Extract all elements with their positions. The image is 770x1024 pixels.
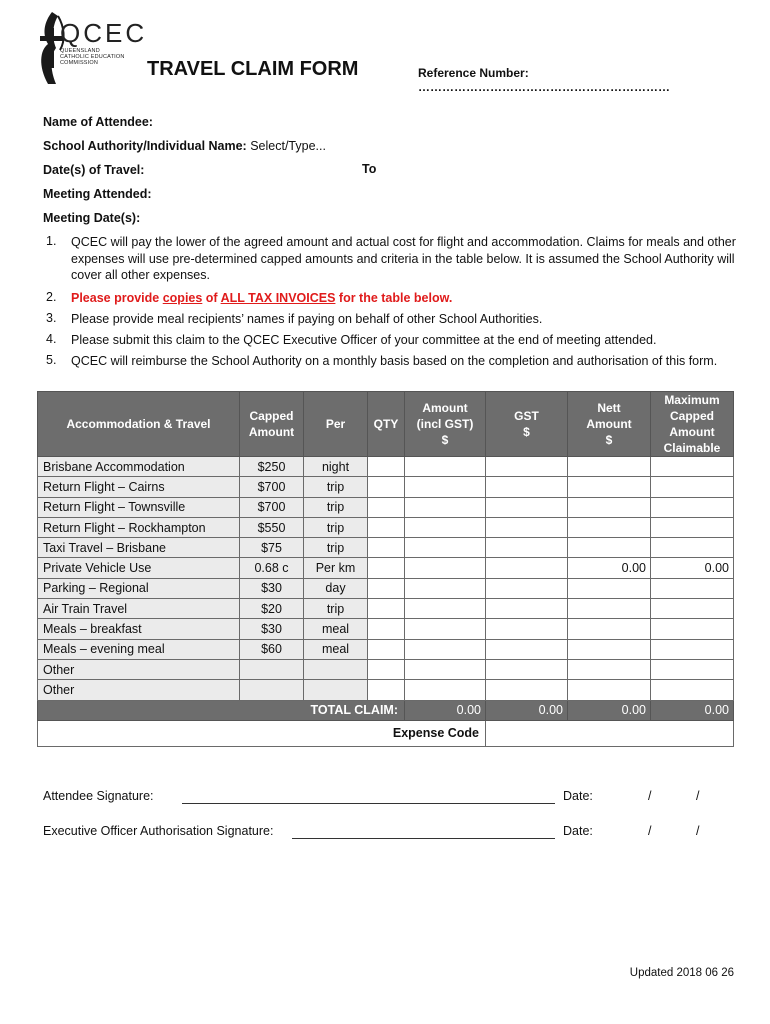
attendee-name-label[interactable]: Name of Attendee: [43,115,153,129]
total-nett: 0.00 [568,700,651,720]
row-item-label: Return Flight – Townsville [38,497,240,517]
table-row [38,659,734,679]
row-nett-amount[interactable] [568,619,651,639]
row-capped-amount: $30 [240,619,304,639]
row-qty-input[interactable] [368,599,405,619]
date-separator: / [648,824,652,838]
row-max-claimable[interactable] [651,659,734,679]
updated-date: Updated 2018 06 26 [629,967,734,979]
header-gst: GST $ [486,392,568,457]
row-max-claimable[interactable] [651,497,734,517]
row-max-claimable[interactable] [651,639,734,659]
expense-code-row [38,720,734,746]
header-max: Maximum Capped Amount Claimable [651,392,734,457]
date-separator: / [648,789,652,803]
school-authority-label: School Authority/Individual Name: [43,139,247,153]
date-separator: / [696,789,700,803]
row-item-label: Private Vehicle Use [38,558,240,578]
row-amount-input[interactable] [405,477,486,497]
table-row [38,558,734,578]
row-gst-input[interactable] [486,497,568,517]
row-qty-input[interactable] [368,538,405,558]
header-nett: Nett Amount $ [568,392,651,457]
table-row [38,578,734,598]
row-qty-input[interactable] [368,619,405,639]
row-capped-amount: $550 [240,517,304,537]
header-per: Per [304,392,368,457]
table-row [38,477,734,497]
row-per-unit: trip [304,477,368,497]
row-nett-amount[interactable] [568,538,651,558]
row-qty-input[interactable] [368,477,405,497]
header-amount: Amount (incl GST) $ [405,392,486,457]
row-nett-amount[interactable] [568,639,651,659]
row-capped-amount: $250 [240,457,304,477]
row-per-unit: meal [304,619,368,639]
logo-wordmark: QCEC [60,18,148,48]
expense-code-input[interactable] [486,720,734,746]
row-max-claimable[interactable] [651,457,734,477]
attendee-date-label: Date: [563,789,593,803]
row-per-unit: day [304,578,368,598]
form-title: TRAVEL CLAIM FORM [147,58,359,80]
row-item-label: Brisbane Accommodation [38,457,240,477]
table-header-row [38,392,734,457]
row-per-unit: trip [304,497,368,517]
row-gst-input[interactable] [486,457,568,477]
attendee-signature-line[interactable] [182,803,555,804]
row-amount-input[interactable] [405,558,486,578]
row-qty-input[interactable] [368,639,405,659]
table-row [38,517,734,537]
row-per-unit: trip [304,517,368,537]
row-max-claimable[interactable] [651,599,734,619]
row-nett-amount[interactable] [568,477,651,497]
row-item-label: Air Train Travel [38,599,240,619]
row-nett-amount[interactable]: 0.00 [568,558,651,578]
row-amount-input[interactable] [405,457,486,477]
total-gst: 0.00 [486,700,568,720]
row-gst-input[interactable] [486,558,568,578]
row-per-unit [304,680,368,700]
total-row [38,700,734,720]
row-item-label: Return Flight – Rockhampton [38,517,240,537]
school-authority-field[interactable] [43,139,326,153]
expense-code-label: Expense Code [38,720,486,746]
header-item: Accommodation & Travel [38,392,240,457]
row-amount-input[interactable] [405,578,486,598]
row-amount-input[interactable] [405,497,486,517]
row-amount-input[interactable] [405,599,486,619]
row-max-claimable[interactable] [651,680,734,700]
row-gst-input[interactable] [486,619,568,639]
table-row [38,457,734,477]
row-per-unit: night [304,457,368,477]
row-capped-amount: $700 [240,497,304,517]
row-item-label: Meals – evening meal [38,639,240,659]
row-item-label: Parking – Regional [38,578,240,598]
row-capped-amount: $75 [240,538,304,558]
header-capped: Capped Amount [240,392,304,457]
row-gst-input[interactable] [486,659,568,679]
meeting-dates-label[interactable]: Meeting Date(s): [43,211,141,225]
row-gst-input[interactable] [486,599,568,619]
table-row [38,639,734,659]
row-qty-input[interactable] [368,517,405,537]
row-capped-amount [240,659,304,679]
header-qty: QTY [368,392,405,457]
row-per-unit: trip [304,599,368,619]
row-max-claimable[interactable] [651,538,734,558]
officer-signature-label: Executive Officer Authorisation Signature: [43,824,274,838]
table-row [38,497,734,517]
row-item-label: Other [38,659,240,679]
row-amount-input[interactable] [405,639,486,659]
date-separator: / [696,824,700,838]
row-nett-amount[interactable] [568,457,651,477]
row-capped-amount: 0.68 c [240,558,304,578]
row-amount-input[interactable] [405,538,486,558]
row-qty-input[interactable] [368,457,405,477]
row-capped-amount: $700 [240,477,304,497]
officer-date-label: Date: [563,824,593,838]
row-gst-input[interactable] [486,680,568,700]
row-qty-input[interactable] [368,680,405,700]
row-amount-input[interactable] [405,517,486,537]
table-row [38,599,734,619]
claim-table [37,391,734,747]
row-amount-input[interactable] [405,619,486,639]
row-gst-input[interactable] [486,639,568,659]
row-max-claimable[interactable] [651,578,734,598]
row-nett-amount[interactable] [568,497,651,517]
officer-signature-line[interactable] [292,838,555,839]
row-qty-input[interactable] [368,558,405,578]
tax-invoice-notice: Please provide copies of ALL TAX INVOICES for the table below. [71,291,453,305]
row-nett-amount[interactable] [568,599,651,619]
row-per-unit: trip [304,538,368,558]
row-qty-input[interactable] [368,659,405,679]
table-row [38,680,734,700]
row-capped-amount [240,680,304,700]
row-per-unit: Per km [304,558,368,578]
table-row [38,619,734,639]
total-label: TOTAL CLAIM: [38,700,405,720]
row-amount-input[interactable] [405,659,486,679]
row-gst-input[interactable] [486,517,568,537]
logo-subtext: QUEENSLAND CATHOLIC EDUCATION COMMISSION [60,48,125,66]
row-max-claimable[interactable]: 0.00 [651,558,734,578]
row-capped-amount: $60 [240,639,304,659]
row-max-claimable[interactable] [651,517,734,537]
row-qty-input[interactable] [368,578,405,598]
row-item-label: Meals – breakfast [38,619,240,639]
school-authority-select[interactable]: Select/Type... [250,139,326,153]
row-capped-amount: $20 [240,599,304,619]
row-item-label: Return Flight – Cairns [38,477,240,497]
attendee-signature-label: Attendee Signature: [43,789,154,803]
row-gst-input[interactable] [486,477,568,497]
travel-dates-to-label: To [362,162,377,176]
row-per-unit: meal [304,639,368,659]
claim-rows [38,457,734,701]
row-nett-amount[interactable] [568,578,651,598]
row-item-label: Other [38,680,240,700]
row-nett-amount[interactable] [568,680,651,700]
row-nett-amount[interactable] [568,659,651,679]
row-gst-input[interactable] [486,538,568,558]
meeting-attended-label[interactable]: Meeting Attended: [43,187,152,201]
row-max-claimable[interactable] [651,619,734,639]
table-row [38,538,734,558]
row-amount-input[interactable] [405,680,486,700]
row-max-claimable[interactable] [651,477,734,497]
reference-number-field[interactable]: Reference Number: ……………………………………………………… [418,66,670,94]
total-max: 0.00 [651,700,734,720]
qcec-logo [34,10,148,90]
row-qty-input[interactable] [368,497,405,517]
row-capped-amount: $30 [240,578,304,598]
row-gst-input[interactable] [486,578,568,598]
row-nett-amount[interactable] [568,517,651,537]
travel-dates-label[interactable]: Date(s) of Travel: [43,163,145,177]
row-per-unit [304,659,368,679]
total-amount: 0.00 [405,700,486,720]
row-item-label: Taxi Travel – Brisbane [38,538,240,558]
